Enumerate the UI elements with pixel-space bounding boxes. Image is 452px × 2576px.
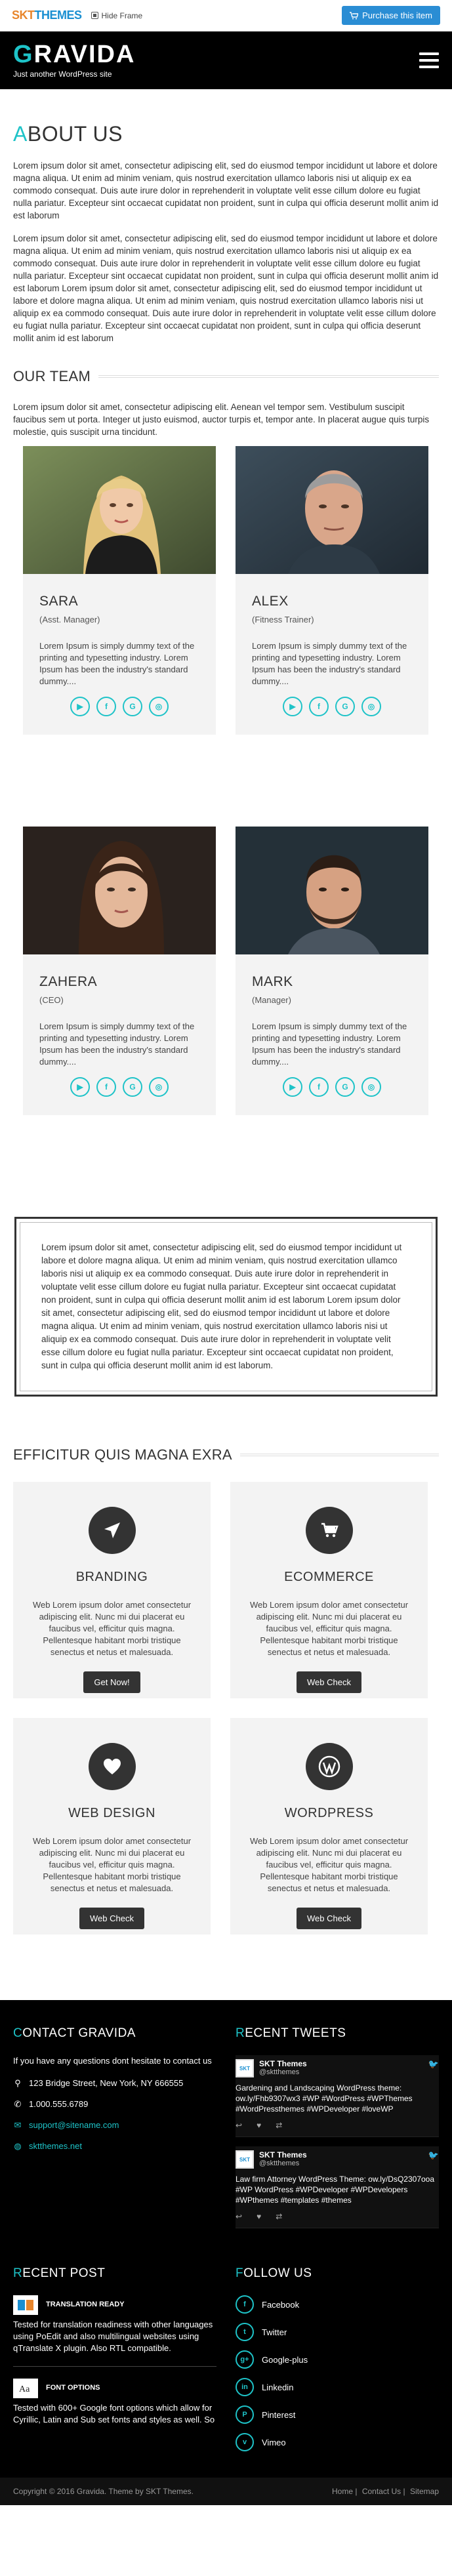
heading-divider bbox=[98, 375, 439, 378]
portrait-image bbox=[23, 827, 216, 954]
team-socials bbox=[236, 1077, 428, 1097]
follow-vimeo[interactable] bbox=[236, 2433, 439, 2451]
team-member-description: Lorem Ipsum is simply dummy text of the printing and typesetting industry. Lorem Ipsum has been the industry's standard dummy.... bbox=[39, 1021, 195, 1067]
service-card bbox=[230, 1482, 428, 1698]
team-member-name: ZAHERA bbox=[39, 974, 98, 989]
shopping-cart-icon bbox=[306, 1507, 353, 1554]
services-heading: EFFICITUR QUIS MAGNA EXRA bbox=[13, 1446, 232, 1463]
like-icon[interactable]: ♥ bbox=[257, 2121, 262, 2130]
team-card[interactable] bbox=[23, 446, 216, 735]
retweet-icon[interactable]: ⇄ bbox=[276, 2212, 283, 2221]
paper-plane-icon bbox=[89, 1507, 136, 1554]
footer-links: Home | Contact Us | Sitemap bbox=[332, 2487, 439, 2496]
linkedin-icon: in bbox=[236, 2378, 254, 2396]
team-photo-zahera[interactable] bbox=[23, 827, 216, 954]
tweet-author bbox=[259, 2150, 307, 2167]
follow-label: Vimeo bbox=[262, 2437, 286, 2447]
contact-address bbox=[13, 2077, 216, 2089]
frame-icon bbox=[91, 12, 98, 19]
follow-linkedin[interactable] bbox=[236, 2378, 439, 2396]
globe-icon: ◍ bbox=[14, 2141, 22, 2151]
service-text: Web Lorem ipsum dolor amet consectetur adipiscing elit. Nunc mi dui placerat eu faucibus vel, efficitur quis magna. Pellentesque habitant morbi tristique senectus et netus et malesuada. bbox=[249, 1600, 409, 1657]
heading-first-letter: R bbox=[13, 2266, 23, 2280]
page-title bbox=[13, 122, 439, 146]
google-plus-icon[interactable]: G bbox=[335, 697, 355, 716]
follow-twitter[interactable] bbox=[236, 2323, 439, 2341]
dribbble-icon[interactable]: ◎ bbox=[361, 697, 381, 716]
team-socials bbox=[236, 697, 428, 716]
follow-facebook[interactable] bbox=[236, 2295, 439, 2314]
google-plus-icon: g+ bbox=[236, 2350, 254, 2369]
hide-frame-label: Hide Frame bbox=[101, 10, 143, 20]
team-info bbox=[23, 974, 216, 1068]
team-socials bbox=[23, 697, 216, 716]
post-excerpt: Tested for translation readiness with other languages using PoEdit and also multilingual websites using qTranslate X plugin. Also RTL compatible. bbox=[13, 2320, 213, 2353]
twitter-bird-icon[interactable]: 🐦 bbox=[428, 2059, 439, 2069]
site-title-rest: RAVIDA bbox=[33, 41, 136, 68]
footer-link-home[interactable]: Home bbox=[332, 2487, 354, 2496]
team-intro: Lorem ipsum dolor sit amet, consectetur adipiscing elit. Aenean vel tempor sem. Vestibulum suscipit faucibus sem ut porta. Integer ut justo euismod, auctor turpis et, tempor ante. In placerat augue quis turpis molestie, quis suscipit urna tincidunt. bbox=[13, 402, 430, 437]
team-info bbox=[236, 594, 428, 687]
main-content bbox=[0, 122, 452, 1934]
tweet[interactable] bbox=[236, 2146, 439, 2228]
team-grid bbox=[13, 446, 439, 1115]
team-info bbox=[236, 974, 428, 1068]
google-plus-icon[interactable]: G bbox=[335, 1077, 355, 1097]
footer-posts-heading bbox=[13, 2266, 216, 2281]
facebook-icon[interactable]: f bbox=[96, 1077, 116, 1097]
recent-post[interactable] bbox=[13, 2379, 216, 2398]
team-card[interactable] bbox=[236, 827, 428, 1115]
tweet-actions bbox=[236, 2212, 439, 2221]
email-link[interactable]: support@sitename.com bbox=[29, 2120, 119, 2130]
service-button[interactable]: Web Check bbox=[297, 1908, 361, 1929]
heading-rest: ONTACT GRAVIDA bbox=[22, 2026, 136, 2040]
portrait-image bbox=[236, 827, 428, 954]
service-title: BRANDING bbox=[75, 1570, 148, 1584]
facebook-icon[interactable]: f bbox=[96, 697, 116, 716]
pinterest-icon: P bbox=[236, 2405, 254, 2424]
follow-label: Twitter bbox=[262, 2327, 287, 2337]
copyright-text: Copyright © 2016 Gravida. Theme by SKT Themes. bbox=[13, 2487, 194, 2496]
team-info bbox=[23, 594, 216, 687]
youtube-icon[interactable]: ▶ bbox=[70, 1077, 90, 1097]
follow-pinterest[interactable] bbox=[236, 2405, 439, 2424]
wordpress-icon bbox=[306, 1743, 353, 1790]
service-title: WORDPRESS bbox=[284, 1806, 374, 1820]
cart-icon bbox=[350, 12, 358, 20]
google-plus-icon[interactable]: G bbox=[123, 697, 142, 716]
tweet-header bbox=[236, 2150, 439, 2169]
service-card bbox=[230, 1718, 428, 1934]
tweet-text: Gardening and Landscaping WordPress theme: ow.ly/Fhb9307wx3 #WP #WordPress #WPThemes #WordPressthemes #WPDeveloper #loveWP bbox=[236, 2083, 413, 2114]
footer-bottom-grid bbox=[13, 2266, 439, 2461]
site-title[interactable] bbox=[13, 42, 135, 67]
team-member-name: SARA bbox=[39, 594, 79, 609]
service-button[interactable]: Web Check bbox=[79, 1908, 144, 1929]
skt-logo[interactable] bbox=[12, 9, 82, 22]
team-socials bbox=[23, 1077, 216, 1097]
site-branding[interactable] bbox=[13, 42, 135, 79]
footer-tweets bbox=[236, 2026, 439, 2238]
team-member-role: (Asst. Manager) bbox=[39, 615, 100, 624]
menu-toggle-icon[interactable] bbox=[419, 52, 439, 68]
quote-text: Lorem ipsum dolor sit amet, consectetur adipiscing elit, sed do eiusmod tempor incididunt ut labore et dolore magna aliqua. Ut enim ad minim veniam, quis nostrud exercitation ullamco laboris nisi ut aliquip ex ea commodo consequat. Duis aute irure dolor in reprehenderit in voluptate velit esse cillum dolore eu fugiat nulla pariatur. Excepteur sint occaecat cupidatat non proident, sunt in culpa qui officia deserunt mollit anim id est laborum Lorem ipsum dolor sit amet, consectetur adipiscing elit, sed do eiusmod tempor incididunt ut labore et dolore magna aliqua. Ut enim ad minim veniam, quis nostrud exercitation ullamco laboris nisi ut aliquip ex ea commodo consequat. Duis aute irure dolor in reprehenderit in voluptate velit esse cillum dolore eu fugiat nulla pariatur. Excepteur sint occaecat cupidatat non proident, sunt in culpa qui officia deserunt mollit anim id est laborum. bbox=[41, 1242, 402, 1370]
recent-post[interactable] bbox=[13, 2295, 216, 2315]
tweet-author-name[interactable]: SKT Themes bbox=[259, 2150, 307, 2159]
footer-recent-posts bbox=[13, 2266, 216, 2461]
footer-follow-heading bbox=[236, 2266, 439, 2281]
footer-top-grid bbox=[13, 2026, 439, 2238]
follow-label: Facebook bbox=[262, 2299, 300, 2310]
service-card bbox=[13, 1482, 211, 1698]
address-text: 123 Bridge Street, New York, NY 666555 bbox=[29, 2078, 184, 2088]
service-text: Web Lorem ipsum dolor amet consectetur adipiscing elit. Nunc mi dui placerat eu faucibus vel, efficitur quis magna. Pellentesque habitant morbi tristique senectus et netus et malesuada. bbox=[32, 1836, 192, 1893]
team-member-name: MARK bbox=[252, 974, 293, 989]
team-member-role: (CEO) bbox=[39, 995, 64, 1005]
svg-text:Aa: Aa bbox=[19, 2384, 30, 2394]
contact-intro: If you have any questions dont hesitate to contact us bbox=[13, 2056, 212, 2066]
youtube-icon[interactable]: ▶ bbox=[70, 697, 90, 716]
youtube-icon[interactable]: ▶ bbox=[283, 697, 302, 716]
contact-website[interactable] bbox=[13, 2140, 216, 2152]
menu-bar bbox=[419, 66, 439, 68]
follow-label: Pinterest bbox=[262, 2409, 296, 2420]
team-member-description: Lorem Ipsum is simply dummy text of the printing and typesetting industry. Lorem Ipsum has been the industry's standard dummy.... bbox=[252, 641, 407, 686]
tweet-author-name[interactable]: SKT Themes bbox=[259, 2059, 307, 2068]
portrait-image bbox=[23, 446, 216, 574]
heart-icon bbox=[89, 1743, 136, 1790]
footer-contact-heading bbox=[13, 2026, 216, 2041]
team-card[interactable] bbox=[236, 446, 428, 735]
team-member-description: Lorem Ipsum is simply dummy text of the printing and typesetting industry. Lorem Ipsum has been the industry's standard dummy.... bbox=[39, 641, 195, 686]
facebook-icon: f bbox=[236, 2295, 254, 2314]
post-thumbnail[interactable] bbox=[13, 2379, 38, 2398]
services-grid bbox=[13, 1482, 439, 1934]
team-member-role: (Fitness Trainer) bbox=[252, 615, 314, 624]
skt-logo-part-a: SKT bbox=[12, 9, 35, 22]
reply-icon[interactable]: ↩ bbox=[236, 2212, 243, 2221]
service-card bbox=[13, 1718, 211, 1934]
post-title[interactable]: FONT OPTIONS bbox=[46, 2384, 100, 2392]
team-section-title bbox=[13, 368, 439, 385]
hide-frame-toggle[interactable] bbox=[91, 11, 143, 20]
skt-logo-part-b: THEMES bbox=[34, 9, 82, 22]
service-button[interactable]: Get Now! bbox=[83, 1671, 140, 1693]
footer-tweets-heading bbox=[236, 2026, 439, 2041]
website-link[interactable]: sktthemes.net bbox=[29, 2141, 82, 2151]
vimeo-icon: v bbox=[236, 2433, 254, 2451]
retweet-icon[interactable]: ⇄ bbox=[276, 2121, 283, 2130]
facebook-icon[interactable]: f bbox=[309, 697, 329, 716]
service-title: WEB DESIGN bbox=[68, 1806, 155, 1820]
purchase-button[interactable] bbox=[342, 6, 440, 25]
post-title[interactable]: TRANSLATION READY bbox=[46, 2300, 125, 2308]
about-paragraph-2: Lorem ipsum dolor sit amet, consectetur adipiscing elit, sed do eiusmod tempor incididunt ut labore et dolore magna aliqua. Ut enim ad minim veniam, quis nostrud exercitation ullamco laboris nisi ut aliquip ex ea commodo consequat. Duis aute irure dolor in reprehenderit in voluptate velit esse cillum dolore eu fugiat nulla pariatur. Excepteur sint occaecat cupidatat non proident, sunt in culpa qui officia deserunt mollit anim id est laborum Lorem ipsum dolor sit amet, consectetur adipiscing elit, sed do eiusmod tempor incididunt ut labore et dolore magna aliqua. Ut enim ad minim veniam, quis nostrud exercitation ullamco laboris nisi ut aliquip ex ea commodo consequat. Duis aute irure dolor in reprehenderit in voluptate velit esse cillum dolore eu fugiat nulla pariatur. Excepteur sint occaecat cupidatat non proident, sunt in culpa qui officia deserunt mollit anim id est laborum bbox=[13, 234, 439, 343]
demo-topbar bbox=[0, 0, 452, 31]
post-excerpt: Tested with 600+ Google font options which allow for Cyrillic, Latin and Sub set fonts and styles as well. So bbox=[13, 2403, 215, 2424]
service-text: Web Lorem ipsum dolor amet consectetur adipiscing elit. Nunc mi dui placerat eu faucibus vel, efficitur quis magna. Pellentesque habitant morbi tristique senectus et netus et malesuada. bbox=[32, 1600, 192, 1657]
heading-first-letter: R bbox=[236, 2026, 245, 2040]
tweet-header bbox=[236, 2059, 439, 2077]
site-tagline: Just another WordPress site bbox=[13, 70, 112, 79]
google-plus-icon[interactable]: G bbox=[123, 1077, 142, 1097]
tweet[interactable] bbox=[236, 2055, 439, 2137]
portrait-image bbox=[236, 446, 428, 574]
service-title: ECOMMERCE bbox=[284, 1570, 374, 1584]
site-footer bbox=[0, 2000, 452, 2505]
team-heading: OUR TEAM bbox=[13, 368, 91, 384]
reply-icon[interactable]: ↩ bbox=[236, 2121, 243, 2130]
services-section-title bbox=[13, 1446, 439, 1463]
post-divider bbox=[13, 2366, 216, 2367]
map-marker-icon: ⚲ bbox=[14, 2078, 21, 2088]
follow-label: Google-plus bbox=[262, 2354, 308, 2365]
team-photo-alex[interactable] bbox=[236, 446, 428, 574]
tweet-avatar[interactable]: SKT bbox=[236, 2150, 254, 2169]
footer-follow-us bbox=[236, 2266, 439, 2461]
copyright-bar bbox=[0, 2478, 452, 2505]
service-text: Web Lorem ipsum dolor amet consectetur adipiscing elit. Nunc mi dui placerat eu faucibus vel, efficitur quis magna. Pellentesque habitant morbi tristique senectus et netus et malesuada. bbox=[249, 1836, 409, 1893]
follow-google-plus[interactable] bbox=[236, 2350, 439, 2369]
team-member-role: (Manager) bbox=[252, 995, 291, 1005]
heading-rest: OLLOW US bbox=[243, 2266, 312, 2280]
twitter-bird-icon[interactable]: 🐦 bbox=[428, 2150, 439, 2160]
team-photo-mark[interactable] bbox=[236, 827, 428, 954]
tweet-text: Law firm Attorney WordPress Theme: ow.ly/DsQ2307ooa #WP WordPress #WPDeveloper #WPDevelopers #WPthemes #templates #themes bbox=[236, 2175, 435, 2205]
about-paragraph-1: Lorem ipsum dolor sit amet, consectetur adipiscing elit, sed do eiusmod tempor incididunt ut labore et dolore magna aliqua. Ut enim ad minim veniam, quis nostrud exercitation ullamco laboris nisi ut aliquip ex ea commodo consequat. Duis aute irure dolor in reprehenderit in voluptate velit esse cillum dolore eu fugiat nulla pariatur. Excepteur sint occaecat cupidatat non proident, sunt in culpa qui officia deserunt mollit anim id est laborum bbox=[13, 161, 439, 220]
tweet-actions bbox=[236, 2121, 439, 2130]
footer-link-sitemap[interactable]: Sitemap bbox=[409, 2487, 439, 2496]
quote-box bbox=[14, 1217, 438, 1397]
menu-bar bbox=[419, 52, 439, 55]
heading-rest: ECENT TWEETS bbox=[245, 2026, 346, 2040]
twitter-icon: t bbox=[236, 2323, 254, 2341]
tweet-author-handle[interactable]: @sktthemes bbox=[259, 2159, 300, 2167]
envelope-icon: ✉ bbox=[14, 2120, 22, 2130]
footer-link-contact[interactable]: Contact Us bbox=[361, 2487, 401, 2496]
tweet-avatar[interactable]: SKT bbox=[236, 2059, 254, 2077]
tweet-author-handle[interactable]: @sktthemes bbox=[259, 2068, 300, 2076]
heading-rest: ECENT POST bbox=[22, 2266, 106, 2280]
post-thumbnail[interactable] bbox=[13, 2295, 38, 2315]
service-button[interactable]: Web Check bbox=[297, 1671, 361, 1693]
footer-contact bbox=[13, 2026, 216, 2238]
page-title-rest: BOUT US bbox=[27, 122, 123, 146]
tweet-author bbox=[259, 2059, 307, 2076]
team-card[interactable] bbox=[23, 827, 216, 1115]
site-header bbox=[0, 31, 452, 89]
team-member-description: Lorem Ipsum is simply dummy text of the printing and typesetting industry. Lorem Ipsum has been the industry's standard dummy.... bbox=[252, 1021, 407, 1067]
follow-label: Linkedin bbox=[262, 2382, 294, 2392]
heading-first-letter: C bbox=[13, 2026, 23, 2040]
phone-text: 1.000.555.6789 bbox=[29, 2099, 89, 2109]
dribbble-icon[interactable]: ◎ bbox=[149, 697, 169, 716]
youtube-icon[interactable]: ▶ bbox=[283, 1077, 302, 1097]
menu-bar bbox=[419, 59, 439, 62]
contact-email[interactable] bbox=[13, 2119, 216, 2131]
dribbble-icon[interactable]: ◎ bbox=[361, 1077, 381, 1097]
facebook-icon[interactable]: f bbox=[309, 1077, 329, 1097]
contact-phone bbox=[13, 2098, 216, 2110]
heading-divider bbox=[240, 1454, 439, 1456]
team-photo-sara[interactable] bbox=[23, 446, 216, 574]
like-icon[interactable]: ♥ bbox=[257, 2212, 262, 2221]
dribbble-icon[interactable]: ◎ bbox=[149, 1077, 169, 1097]
site-title-first-letter: G bbox=[13, 41, 34, 68]
page-title-first-letter: A bbox=[13, 122, 28, 146]
phone-icon: ✆ bbox=[14, 2099, 22, 2109]
heading-first-letter: F bbox=[236, 2266, 244, 2280]
team-member-name: ALEX bbox=[252, 594, 289, 609]
demo-topbar-left bbox=[12, 9, 142, 22]
purchase-label: Purchase this item bbox=[362, 10, 432, 20]
